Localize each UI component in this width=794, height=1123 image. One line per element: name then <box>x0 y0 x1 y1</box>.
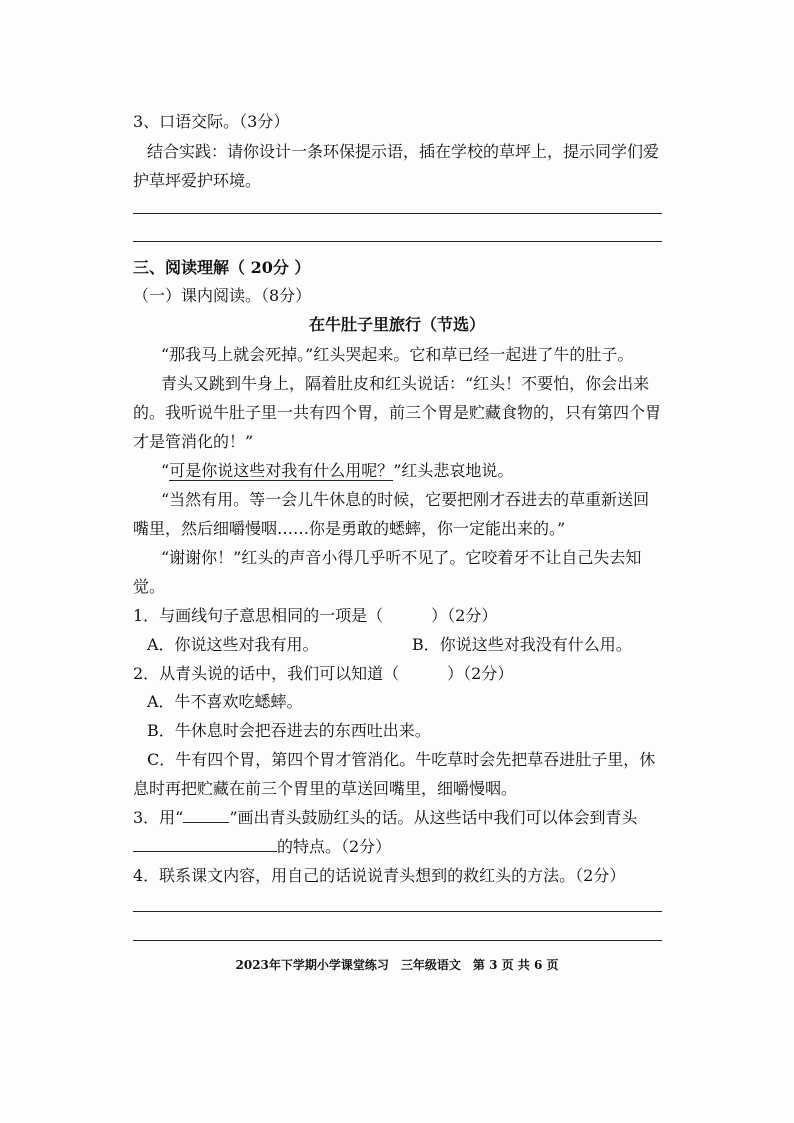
passage-title: 在牛肚子里旅行（节选） <box>308 315 485 334</box>
p3-rest: ”红头悲哀地说。 <box>393 461 514 480</box>
question-2: 2．从青头说的话中，我们可以知道（ ）（2分） <box>133 664 514 683</box>
question-1-option-b[interactable]: B．你说这些对我没有什么用。 <box>412 635 632 654</box>
question-1-option-a[interactable]: A．你说这些对我有用。 <box>147 635 319 654</box>
p3-open-quote: “ <box>161 461 170 480</box>
passage-p4-line2: 嘴里，然后细嚼慢咽……你是勇敢的蟋蟀，你一定能出来的。” <box>133 519 566 538</box>
passage-p5-line2: 觉。 <box>133 577 166 596</box>
answer-line-q4-2[interactable] <box>133 940 662 941</box>
q3-answer-blank[interactable] <box>133 835 277 852</box>
page-footer: 2023年下学期小学课堂练习 三年级语文 第 3 页 共 6 页 <box>235 958 559 972</box>
passage-p2-line2: 的。我听说牛肚子里一共有四个胃，前三个胃是贮藏食物的，只有第四个胃 <box>133 403 662 422</box>
reading-heading: 三、阅读理解（ 20分 ） <box>133 258 311 277</box>
passage-p3 <box>161 459 513 483</box>
question-2-option-b[interactable]: B．牛休息时会把吞进去的东西吐出来。 <box>147 721 431 740</box>
q3-part1: 3．用“ <box>133 808 184 827</box>
question-1: 1．与画线句子意思相同的一项是（ ）（2分） <box>133 606 498 625</box>
q3-part2: ”画出青头鼓励红头的话。从这些话中我们可以体会到青头 <box>229 808 638 827</box>
answer-line-oral-1[interactable] <box>133 213 662 214</box>
passage-p2-line3: 才是管消化的！” <box>133 432 254 451</box>
passage-p2-line1: 青头又跳到牛身上，隔着肚皮和红头说话：“红头！不要怕，你会出来 <box>161 374 650 393</box>
answer-line-oral-2[interactable] <box>133 241 662 242</box>
passage-p5-line1: “谢谢你！”红头的声音小得几乎听不见了。它咬着牙不让自己失去知 <box>161 548 642 567</box>
question-3-line2 <box>133 835 391 859</box>
underlined-sentence: 可是你说这些对我有什么用呢？ <box>169 461 394 480</box>
passage-p4-line1: “当然有用。等一会儿牛休息的时候，它要把刚才吞进去的草重新送回 <box>161 490 650 509</box>
question-4: 4．联系课文内容，用自己的话说说青头想到的救红头的方法。（2分） <box>133 866 626 885</box>
q3-part3: 的特点。（2分） <box>277 837 392 856</box>
oral-heading: 3、口语交际。（3分） <box>133 112 290 131</box>
oral-prompt-line2: 护草坪爱护环境。 <box>133 171 262 190</box>
answer-line-q4-1[interactable] <box>133 911 662 912</box>
question-2-option-c-line2: 息时再把贮藏在前三个胃里的草送回嘴里，细嚼慢咽。 <box>133 779 518 798</box>
oral-prompt-line1: 结合实践：请你设计一条环保提示语，插在学校的草坪上，提示同学们爱 <box>147 142 660 161</box>
question-3-line1 <box>133 806 638 830</box>
reading-subheading: （一）课内阅读。（8分） <box>133 286 312 305</box>
question-2-option-a[interactable]: A．牛不喜欢吃蟋蟀。 <box>147 692 303 711</box>
question-2-option-c-line1[interactable]: C．牛有四个胃，第四个胃才管消化。牛吃草时会先把草吞进肚子里，休 <box>147 750 656 769</box>
passage-p1: “那我马上就会死掉。”红头哭起来。它和草已经一起进了牛的肚子。 <box>161 345 634 364</box>
q3-underline-sample <box>183 806 229 823</box>
